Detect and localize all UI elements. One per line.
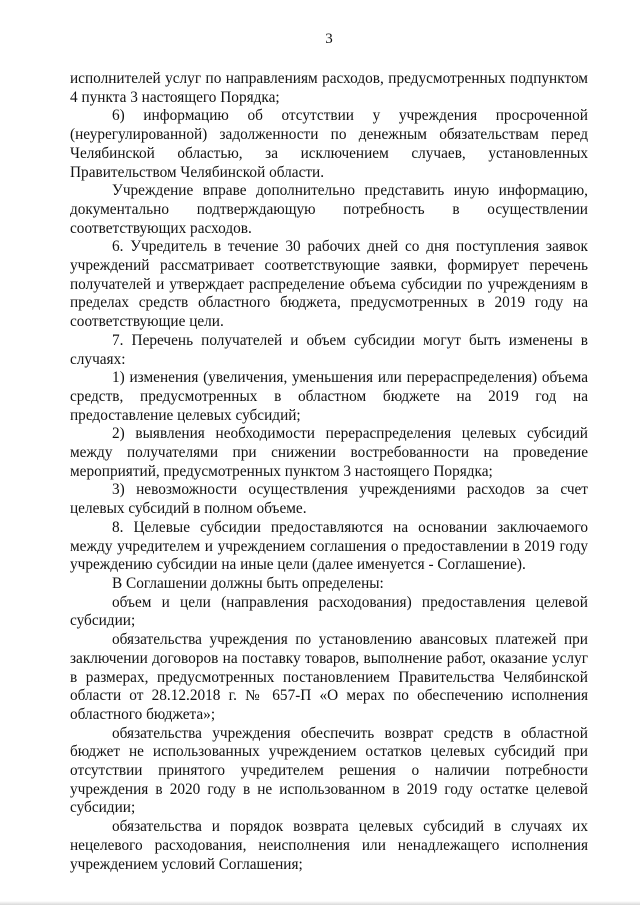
paragraph: В Соглашении должны быть определены: xyxy=(112,574,384,592)
paragraph: 6) информацию об отсутствии у учреждения просроченной (неурегулированной) задолженности по денежным обязательствам перед Челябинской областью, за исключением случаев, установленных Правительством Челябинской области. xyxy=(70,107,588,181)
paragraph: обязательства учреждения по установлению авансовых платежей при заключении договоров на поставку товаров, выполнение работ, оказание услуг в размерах, предусмотренных постановлением Правительства Челябинской области от 28.12.2018 г. № 657-П «О мерах по обеспечению исполнения областного бюджета»; xyxy=(70,631,588,723)
paragraph: 1) изменения (увеличения, уменьшения или перераспределения) объема средств, предусмотренных в областном бюджете на 2019 год на предоставление целевых субсидий; xyxy=(70,369,588,424)
paragraph: 7. Перечень получателей и объем субсидии могут быть изменены в случаях: xyxy=(70,331,588,368)
paragraph: Учреждение вправе дополнительно представить иную информацию, документально подтверждающую потребность в осуществлении соответствующих расходов. xyxy=(70,182,588,237)
paragraph: обязательства учреждения обеспечить возврат средств в областной бюджет не использованных учреждением остатков целевых субсидий при отсутствии принятого учредителем решения о наличии потребности учреждения в 2020 году в не использованном в 2019 году остатке целевой субсидии; xyxy=(70,724,588,817)
paragraph: исполнителей услуг по направлениям расходов, предусмотренных подпунктом 4 пункта 3 настоящего Порядка; xyxy=(70,70,588,106)
scan-bottom-edge xyxy=(0,901,640,905)
paragraph: 6. Учредитель в течение 30 рабочих дней со дня поступления заявок учреждений рассматривает соответствующие заявки, формирует перечень получателей и утверждает распределение объема субсидии по учреждениям в пределах средств областного бюджета, предусмотренных в 2019 году на соответствующие цели. xyxy=(70,238,588,331)
document-body xyxy=(70,70,588,874)
paragraph: объем и цели (направления расходования) предоставления целевой субсидии; xyxy=(70,593,588,630)
paragraph: 2) выявления необходимости перераспределения целевых субсидий между получателями при снижении востребованности на проведение мероприятий, предусмотренных пунктом 3 настоящего Порядка; xyxy=(70,425,588,480)
paragraph: 3) невозможности осуществления учреждениями расходов за счет целевых субсидий в полном объеме. xyxy=(70,481,588,518)
page-number: 3 xyxy=(325,31,333,47)
paragraph: 8. Целевые субсидии предоставляются на основании заключаемого между учредителем и учреждением соглашения о предоставлении в 2019 году учреждению субсидии на иные цели (далее именуется - Соглашение). xyxy=(70,518,588,574)
paragraph: обязательства и порядок возврата целевых субсидий в случаях их нецелевого расходования, неисполнения или ненадлежащего исполнения учреждением условий Соглашения; xyxy=(70,818,588,873)
